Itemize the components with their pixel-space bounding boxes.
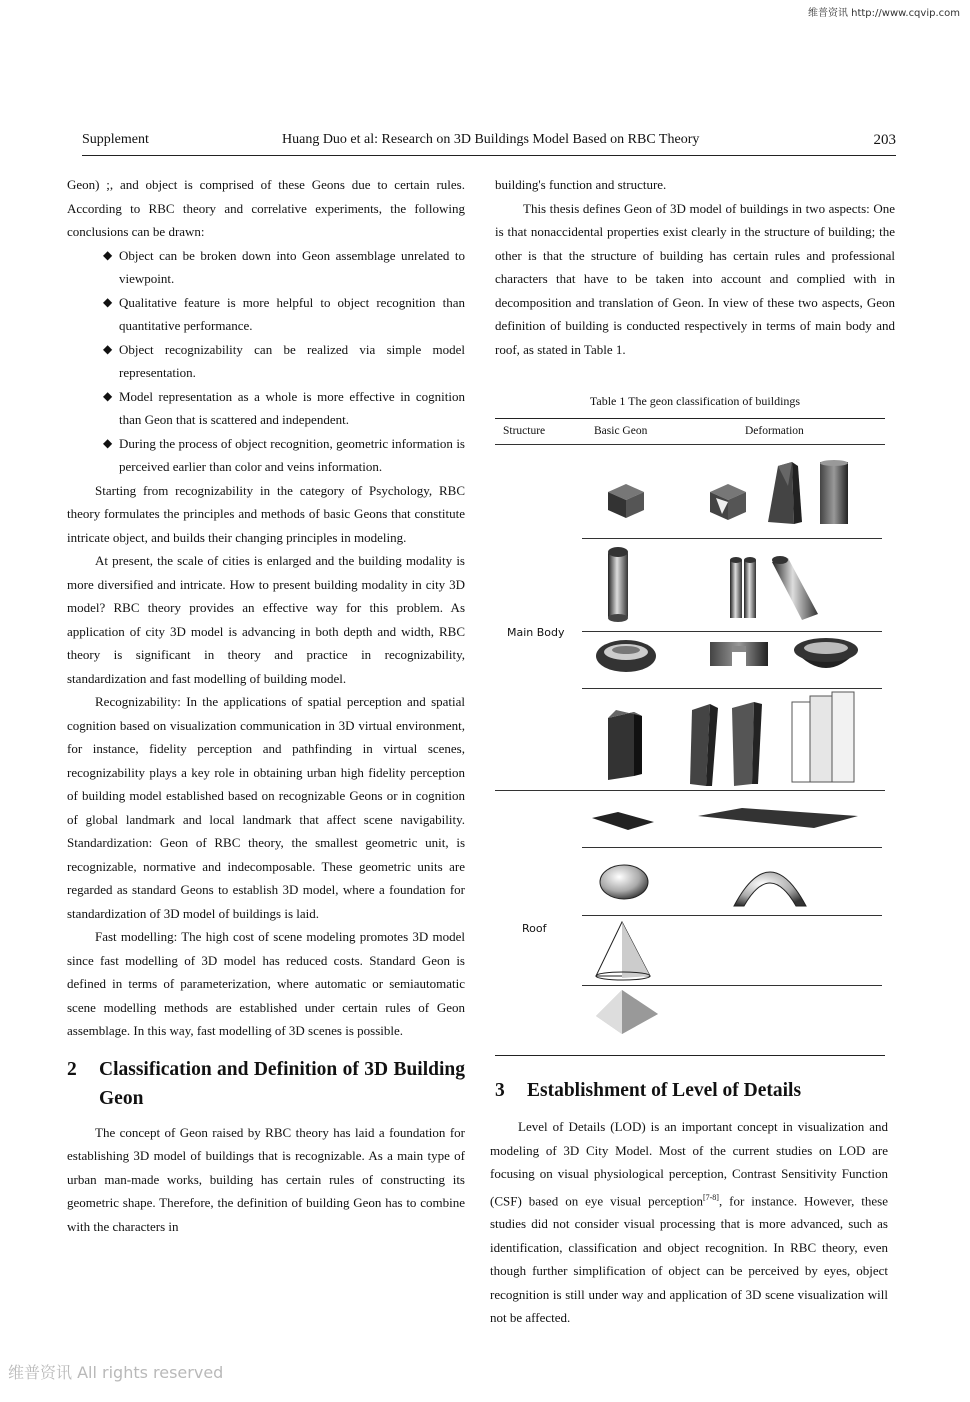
lod-text-b: , for instance. However, these studies did not consider visual processing that is more advanced, such as identification, classification and object recognition. In RBC theory, even though further simplification of object can be perceived by eyes, object recognition is still under way and application of 3D scene visualization will not be affected. xyxy=(490,1192,889,1326)
left-paragraph-4: Fast modelling: The high cost of scene modeling promotes 3D model since fast modelling of 3D model has reduced costs. Standard Geon is defined in terms of parameterization, where automatic or semiautomatic scene modelling methods are established under certain rules of Geon assemblage. In this way, fast modelling of 3D scenes is possible. xyxy=(67,929,465,1038)
lod-text-a: Level of Details (LOD) is an important concept in visualization and modeling of 3D City Model. Most of the current studies on LOD are focusing on visual physiological perception, Contrast Sensitivity Function (CSF) based on eye visual perception xyxy=(490,1119,888,1208)
left-paragraph-0: Geon) ;, and object is comprised of these Geons due to certain rules. According to RBC theory and correlative experiments, the following conclusions can be drawn: xyxy=(67,177,465,239)
section-3-heading xyxy=(495,1076,927,1105)
section-number: 3 xyxy=(495,1080,505,1101)
bullet-item xyxy=(67,432,465,479)
geon-table-figures xyxy=(582,446,882,1054)
table-bottom-rule xyxy=(495,1055,885,1056)
diamond-icon: ◆ xyxy=(103,247,113,262)
citation-ref: [7-8] xyxy=(702,1192,719,1202)
section-title: Classification and Definition of 3D Building Geon xyxy=(99,1058,465,1109)
bullet-item xyxy=(67,291,465,338)
ring-geon-icon xyxy=(596,640,656,672)
dome-geon-icon xyxy=(600,865,648,899)
bullet-text: Model representation as a whole is more effective in cognition than Geon that is scattered and independent. xyxy=(119,388,465,427)
pyramid-geon-icon xyxy=(596,990,658,1034)
bullet-text: Object can be broken down into Geon assemblage unrelated to viewpoint. xyxy=(119,247,465,286)
half-ring-geon-icon xyxy=(710,642,768,666)
left-paragraph-5: The concept of Geon raised by RBC theory has laid a foundation for establishing 3D model of buildings that is recognizable. As a main type of urban man-made works, building has certain rules of constructing its geometric shape. Therefore, the definition of building Geon has to combine with the characters in xyxy=(67,1124,465,1234)
outlined-box-geon-icon xyxy=(792,692,854,782)
left-paragraph-2: At present, the scale of cities is enlarged and the building modality is more diversified and intricate. How to present building modality in city 3D model? RBC theory provides an effective way for this problem. As application of city 3D model is advancing in both depth and width, RBC theory is significant in theory and practice in recognizability, standardization and fast modelling of building model. xyxy=(67,553,465,686)
label-main-body: Main Body xyxy=(507,626,565,639)
tall-prism-geon-icon xyxy=(732,702,762,786)
flat-slab-geon-icon xyxy=(592,812,654,830)
cone-geon-icon xyxy=(596,922,650,980)
section-title: Establishment of Level of Details xyxy=(527,1080,802,1101)
bullet-item xyxy=(67,244,465,291)
cylinder-geon-icon xyxy=(608,547,628,622)
half-dome-geon-icon xyxy=(734,872,806,906)
header-left: Supplement xyxy=(82,132,149,147)
page-number: 203 xyxy=(873,132,896,148)
left-column xyxy=(67,173,465,1238)
col-basic-geon: Basic Geon xyxy=(594,425,648,437)
diamond-icon: ◆ xyxy=(103,435,113,450)
bullet-item xyxy=(67,385,465,432)
tapered-box-geon-icon xyxy=(690,704,718,786)
diamond-icon: ◆ xyxy=(103,388,113,403)
watermark-bottom: 维普资讯 All rights reserved xyxy=(8,1363,224,1382)
right-column-top xyxy=(495,173,895,361)
right-paragraph-0: building's function and structure. xyxy=(495,177,667,192)
cut-cube-geon-icon xyxy=(710,484,746,520)
cylinder-pair-geon-icon xyxy=(730,557,756,618)
left-paragraph-3: Recognizability: In the applications of spatial perception and spatial cognition based on visualization communication in 3D virtual environment, for instance, fidelity perception and pathfinding in virtual scenes, recognizability plays a key role in obtaining urban high fidelity perception of building model established based on recognizable Geons or in cognition of global landmark and local landmark that affect scene navigability. Standardization: Geon of RBC theory, the smallest geometric unit, is recognizable, normative and indecomposable. These geometric units are regarded as standard Geons to establish 3D model, where a foundation for standardization of 3D model of buildings is laid. xyxy=(67,694,465,921)
watermark-top: 维普资讯 http://www.cqvip.com xyxy=(807,8,960,19)
right-paragraph-2 xyxy=(490,1115,888,1330)
section-number: 2 xyxy=(67,1058,77,1080)
header-rule xyxy=(82,155,896,156)
cube-geon-icon xyxy=(608,484,644,518)
tilted-cylinder-geon-icon xyxy=(772,556,818,620)
large-slab-geon-icon xyxy=(698,808,858,828)
tall-box-geon-icon xyxy=(820,460,848,524)
bullet-text: Object recognizability can be realized via simple model representation. xyxy=(119,341,465,380)
label-roof: Roof xyxy=(522,922,547,935)
running-header xyxy=(82,132,896,154)
bowl-geon-icon xyxy=(794,638,858,668)
table-header-rule xyxy=(495,444,885,445)
bullet-text: During the process of object recognition, geometric information is perceived earlier than color and veins information. xyxy=(119,435,465,474)
right-paragraph-1: This thesis defines Geon of 3D model of buildings in two aspects: One is that nonaccidental properties exist clearly in the structure of building; the other is that the structure of building has certain rules and professional characters that have to be taken into account and complied with in decomposition and translation of Geon. In view of these two aspects, Geon definition of building is conducted respectively in terms of main body and roof, as stated in Table 1. xyxy=(495,200,895,357)
bullet-text: Qualitative feature is more helpful to object recognition than quantitative performance. xyxy=(119,294,465,333)
prism-geon-icon xyxy=(608,710,642,780)
col-structure: Structure xyxy=(503,425,546,437)
right-column-bottom xyxy=(490,1115,888,1330)
left-paragraph-1: Starting from recognizability in the category of Psychology, RBC theory formulates the principles and methods of basic Geons that constitute intricate object, and builds their changing principles in modeling. xyxy=(67,482,465,545)
bullet-item xyxy=(67,338,465,385)
col-deformation: Deformation xyxy=(745,425,804,437)
table-caption: Table 1 The geon classification of buildings xyxy=(589,394,801,408)
header-title: Huang Duo et al: Research on 3D Buildings Model Based on RBC Theory xyxy=(282,132,700,147)
diamond-icon: ◆ xyxy=(103,294,113,309)
frustum-geon-icon xyxy=(768,462,802,524)
section-2-heading xyxy=(67,1055,465,1113)
diamond-icon: ◆ xyxy=(103,341,113,356)
table-top-rule xyxy=(495,418,885,419)
